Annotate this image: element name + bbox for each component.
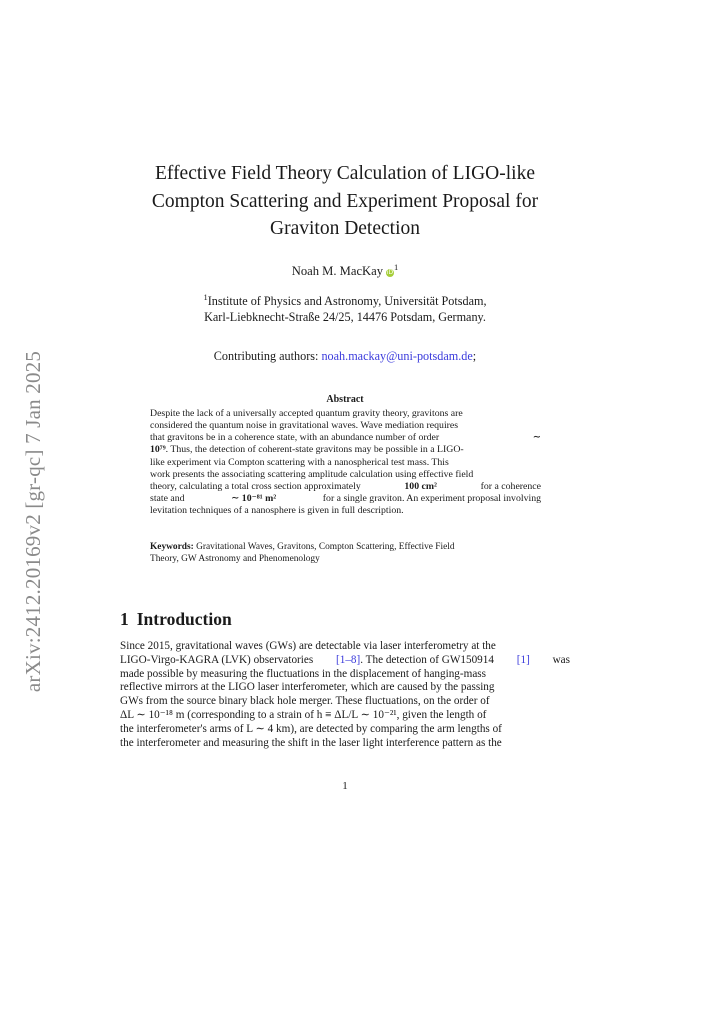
citation-link[interactable]: [1–8] xyxy=(336,653,361,666)
keywords-label: Keywords: xyxy=(150,542,194,552)
abstract-text: like experiment via Compton scattering with a nanospherical test mass. This xyxy=(150,456,449,468)
body-text: was xyxy=(552,653,570,666)
abstract-symbol: ∼ xyxy=(532,432,541,444)
introduction-body xyxy=(120,640,570,750)
keywords-line-2: Theory, GW Astronomy and Phenomenology xyxy=(150,554,320,564)
affiliation-mark: 1 xyxy=(203,292,208,302)
title-line: Compton Scattering and Experiment Proposal for xyxy=(151,190,539,212)
body-text: GWs from the source binary black hole merger. These fluctuations, on the order of xyxy=(120,695,490,708)
abstract-line xyxy=(150,420,541,432)
author-name: Noah M. MacKay xyxy=(291,264,384,278)
abstract-body xyxy=(150,408,541,517)
page-number: 1 xyxy=(342,780,348,792)
keywords xyxy=(150,541,541,565)
section-heading xyxy=(120,609,232,630)
body-text: Since 2015, gravitational waves (GWs) are detectable via laser interferometry at the xyxy=(120,640,496,652)
abstract-line xyxy=(150,469,541,481)
abstract-line xyxy=(150,444,541,456)
keywords-line-1 xyxy=(150,541,541,553)
abstract-text: considered the quantum noise in gravitational waves. Wave mediation requires xyxy=(150,420,459,432)
body-text: the interferometer's arms of L ∼ 4 km), are detected by comparing the arm lengths of xyxy=(120,722,502,735)
contributing-authors xyxy=(0,349,690,364)
abstract-line xyxy=(150,432,541,444)
abstract-text: work presents the associating scattering amplitude calculation using effective field xyxy=(150,468,474,480)
body-line xyxy=(120,668,570,682)
abstract-text: . Thus, the detection of coherent-state gravitons may be possible in a LIGO- xyxy=(165,444,464,456)
abstract-text: Despite the lack of a universally accepted quantum gravity theory, gravitons are xyxy=(150,408,463,419)
abstract-text: that gravitons be in a coherence state, with an abundance number of order xyxy=(150,432,440,444)
email-link[interactable]: noah.mackay@uni-potsdam.de xyxy=(321,349,473,363)
abstract-text: state and xyxy=(150,493,185,505)
affiliation-line-2: Karl-Liebknecht-Straße 24/25, 14476 Potsdam, Germany. xyxy=(204,310,486,324)
body-line xyxy=(120,640,570,654)
author-affiliation-mark: 1 xyxy=(394,262,399,272)
affiliation-text: Institute of Physics and Astronomy, Universität Potsdam, xyxy=(207,294,487,308)
abstract-line xyxy=(150,457,541,469)
abstract-text: for a single graviton. An experiment proposal involving xyxy=(322,493,541,505)
body-segment xyxy=(336,654,494,668)
affiliation xyxy=(0,289,690,325)
abstract-heading: Abstract xyxy=(326,394,364,405)
abstract-line xyxy=(150,493,541,505)
contributing-suffix: ; xyxy=(472,349,477,363)
abstract-segment xyxy=(150,444,464,456)
author-line xyxy=(0,262,690,279)
body-line xyxy=(120,723,570,737)
body-line xyxy=(120,695,570,709)
body-line xyxy=(120,654,570,668)
contributing-label: Contributing authors: xyxy=(213,349,322,363)
abstract-line xyxy=(150,408,541,420)
section-title-text: Introduction xyxy=(136,609,232,629)
title-line: Effective Field Theory Calculation of LIGO-like xyxy=(155,163,535,184)
body-text: made possible by measuring the fluctuations in the displacement of hanging-mass xyxy=(120,667,486,680)
abstract-text: for a coherence xyxy=(480,480,541,492)
body-line xyxy=(120,681,570,695)
abstract-text: levitation techniques of a nanosphere is given in full description. xyxy=(150,505,404,517)
body-text: ΔL ∼ 10⁻¹⁸ m (corresponding to a strain of h ≡ ΔL/L ∼ 10⁻²¹, given the length of xyxy=(120,708,487,721)
body-text: . The detection of GW150914 xyxy=(360,653,494,666)
abstract-text: theory, calculating a total cross section approximately xyxy=(150,480,361,492)
cross-section-value: 100 cm² xyxy=(404,480,437,492)
abundance-value: 10⁷⁹ xyxy=(150,444,166,456)
body-line xyxy=(120,737,570,751)
arxiv-identifier xyxy=(16,336,52,706)
body-text: LIGO-Virgo-KAGRA (LVK) observatories xyxy=(120,653,314,666)
arxiv-identifier-text: arXiv:2412.20169v2 [gr-qc] 7 Jan 2025 xyxy=(21,350,46,692)
body-line xyxy=(120,709,570,723)
title-line: Graviton Detection xyxy=(270,218,420,239)
single-graviton-value: ∼ 10⁻⁸¹ m² xyxy=(231,493,277,505)
affiliation-line-1 xyxy=(0,289,690,309)
orcid-icon[interactable]: iD xyxy=(386,269,394,276)
paper-title xyxy=(110,160,580,243)
body-text: the interferometer and measuring the shift in the laser light interference pattern as the xyxy=(120,736,502,749)
citation-link[interactable]: [1] xyxy=(516,653,530,666)
keywords-text: Gravitational Waves, Gravitons, Compton Scattering, Effective Field xyxy=(196,542,455,552)
abstract-line xyxy=(150,505,541,517)
abstract-line xyxy=(150,481,541,493)
section-number: 1 xyxy=(120,609,129,629)
body-text: reflective mirrors at the LIGO laser interferometer, which are caused by the passing xyxy=(120,681,495,694)
